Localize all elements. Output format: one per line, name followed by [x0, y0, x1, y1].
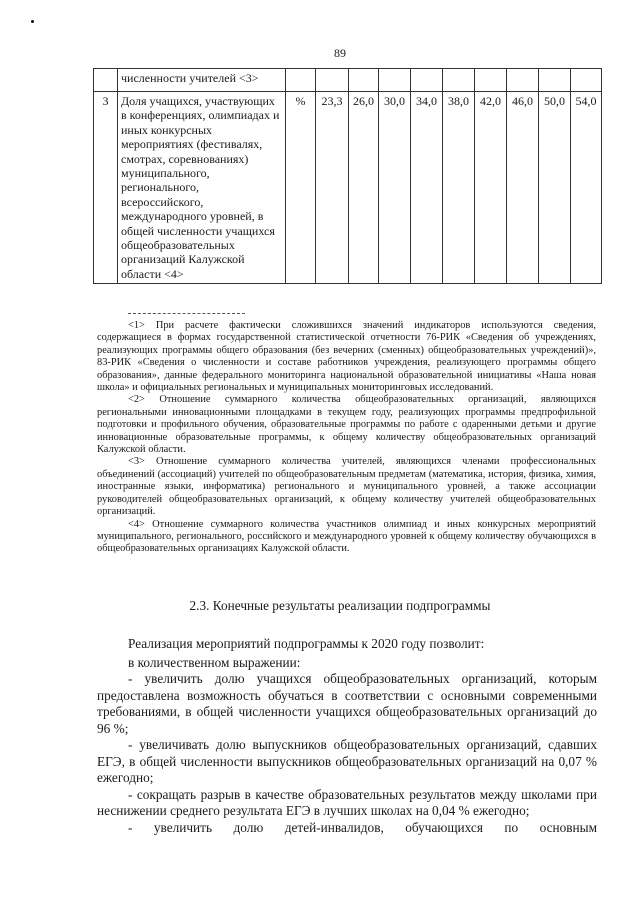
value-cell: [571, 69, 602, 92]
footnotes: [97, 320, 596, 556]
value-cell: 50,0: [539, 92, 571, 284]
value-cell: 54,0: [571, 92, 602, 284]
indicators-table: [93, 68, 602, 284]
value-cell: [443, 69, 475, 92]
value-cell: 34,0: [411, 92, 443, 284]
paragraph: - увеличивать долю выпускников общеобразовательных организаций, сдавших ЕГЭ, в общей численности выпускников общеобразовательных организаций на 0,07 % ежегодно;: [97, 737, 597, 785]
value-cell: 23,3: [316, 92, 349, 284]
value-cell: [507, 69, 539, 92]
table-row: [94, 92, 602, 284]
value-cell: [316, 69, 349, 92]
row-number: 3: [94, 92, 118, 284]
footnote-3: <3> Отношение суммарного количества учителей, являющихся членами профессиональных объединений (ассоциаций) учителей по общеобразовательным предметам (математика, история, физика, химия, иностранные языки, информатика) регионального и муниципального уровней, а также ассоциации руководителей общеобразовательных организаций, к общему количеству учителей общеобразовательных организаций.: [97, 456, 596, 518]
value-cell: 26,0: [349, 92, 379, 284]
value-cell: [349, 69, 379, 92]
value-cell: [411, 69, 443, 92]
table-row: [94, 69, 602, 92]
footnote-1: <1> При расчете фактически сложившихся значений индикаторов используются сведения, содержащиеся в формах государственной статистической отчетности 76-РИК «Сведения об учреждениях, реализующих программы общего образования (без вечерних (сменных) общеобразовательных учреждений)», 83-РИК «Сведения о численности и составе работников учреждения, реализующего программы общего образования», данные федерального мониторинга национальной образовательной инициативы «Наша новая школа» и официальных региональных и муниципальных мониторинговых исследований.: [97, 320, 596, 394]
section-body: [97, 636, 597, 836]
indicator-unit: [286, 69, 316, 92]
value-cell: [539, 69, 571, 92]
footnote-2: <2> Отношение суммарного количества общеобразовательных организаций, являющихся региональными инновационными площадками в текущем году, реализующих программы предпрофильной подготовки и профильного обучения, образовательные программы по работе с одаренными детьми и другие инновационные образовательные программы, к общему количеству общеобразовательных организаций Калужской области.: [97, 394, 596, 456]
paragraph: Реализация мероприятий подпрограммы к 2020 году позволит:: [128, 636, 485, 651]
section-title: 2.3. Конечные результаты реализации подпрограммы: [189, 598, 491, 613]
indicator-unit: %: [286, 92, 316, 284]
value-cell: 38,0: [443, 92, 475, 284]
paragraph: - увеличить долю учащихся общеобразовательных организаций, которым предоставлена возможность обучаться в соответствии с основными современными требованиями, в общей численности учащихся общеобразовательных организаций до 96 %;: [97, 671, 597, 736]
paragraph: в количественном выражении:: [128, 654, 301, 670]
footnote-separator: [128, 313, 245, 314]
value-cell: 42,0: [475, 92, 507, 284]
value-cell: [379, 69, 411, 92]
indicator-name: Доля учащихся, участвующих в конференциях, олимпиадах и иных конкурсных мероприятиях (фестивалях, смотрах, соревнованиях) муниципального, регионального, всероссийского, международного уровней, в общей численности учащихся общеобразовательных организаций Калужской области <4>: [118, 92, 286, 284]
footnote-4: <4> Отношение суммарного количества участников олимпиад и иных конкурсных мероприятий муниципального, регионального, российского и международного уровней к общему количеству обучающихся в общеобразовательных организациях Калужской области.: [97, 518, 596, 555]
indicator-name: численности учителей <3>: [118, 69, 286, 92]
paragraph: - сокращать разрыв в качестве образовательных результатов между школами при неснижении среднего результата ЕГЭ в лучших школах на 0,04 % ежегодно;: [97, 786, 597, 818]
paragraph: - увеличить долю детей-инвалидов, обучающихся по основным: [128, 819, 597, 835]
row-number: [94, 69, 118, 92]
scan-speck: [31, 20, 34, 23]
value-cell: 46,0: [507, 92, 539, 284]
value-cell: [475, 69, 507, 92]
value-cell: 30,0: [379, 92, 411, 284]
page-number: 89: [334, 46, 346, 60]
